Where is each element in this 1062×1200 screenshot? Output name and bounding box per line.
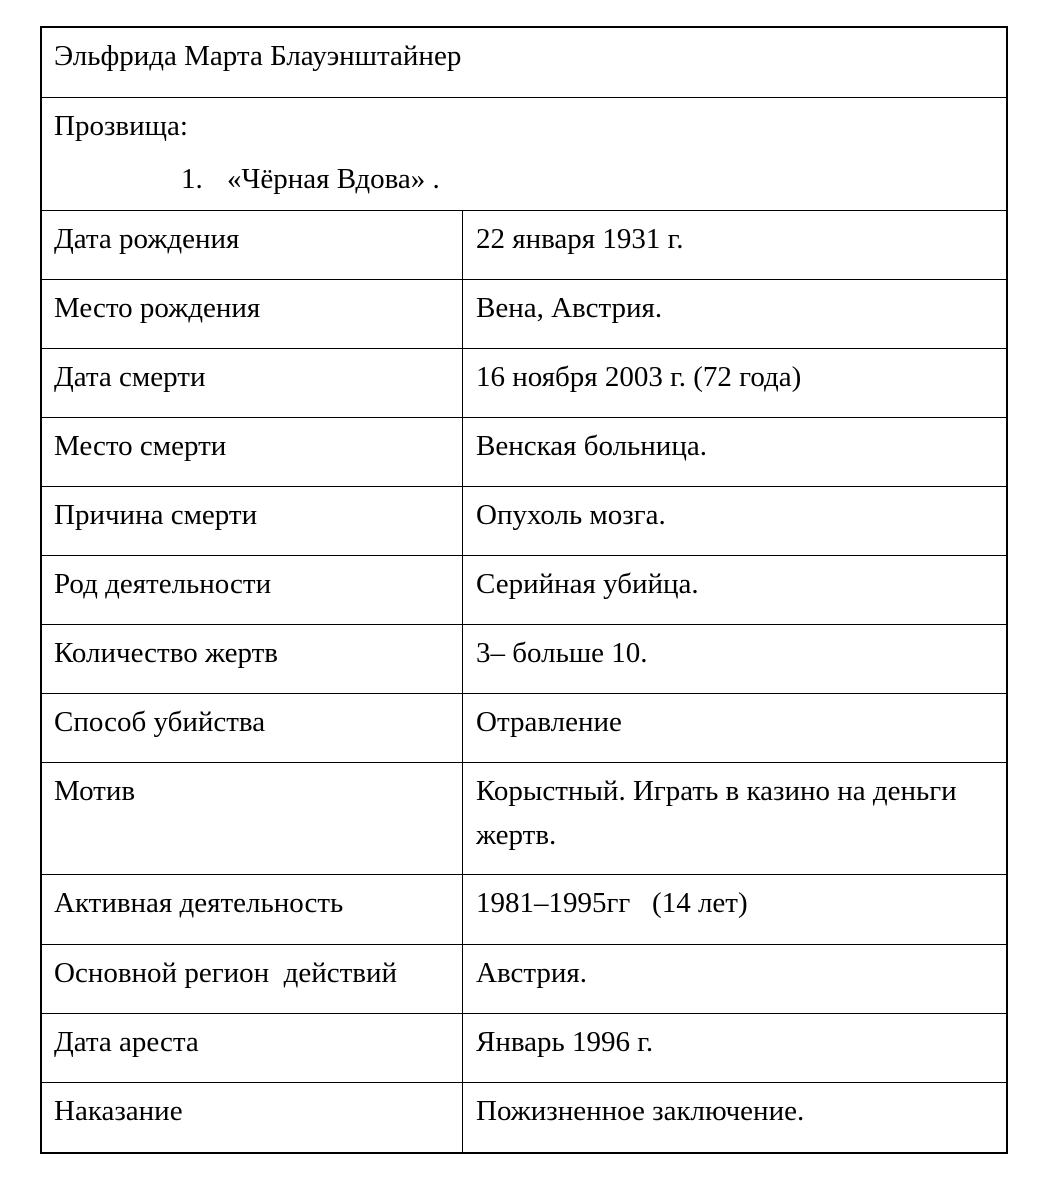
row-label: Наказание xyxy=(42,1083,463,1152)
nicknames-cell xyxy=(42,98,1006,210)
row-label: Активная деятельность xyxy=(42,875,463,944)
row-value: 1981–1995гг (14 лет) xyxy=(476,887,748,919)
table-row-occupation xyxy=(42,555,1006,624)
table-row-motive xyxy=(42,762,1006,874)
row-value: Венская больница. xyxy=(476,430,707,462)
row-label: Основной регион действий xyxy=(42,945,463,1013)
nickname-text: «Чёрная Вдова» . xyxy=(227,163,440,195)
row-value: Корыстный. Играть в казино на деньги жертв. xyxy=(476,775,957,851)
row-value: Австрия. xyxy=(476,957,587,989)
row-value: Пожизненное заключение. xyxy=(476,1095,805,1127)
table-row-active-period xyxy=(42,874,1006,944)
row-label: Дата рождения xyxy=(42,211,463,279)
table-row-birth-date xyxy=(42,210,1006,279)
row-label: Место смерти xyxy=(42,418,463,486)
row-label: Причина смерти xyxy=(42,487,463,555)
nickname-number: 1. xyxy=(181,163,203,195)
table-row-death-place xyxy=(42,417,1006,486)
nicknames-list xyxy=(54,157,994,201)
row-label: Мотив xyxy=(42,763,463,874)
row-label: Способ убийства xyxy=(42,694,463,762)
row-label: Дата ареста xyxy=(42,1014,463,1082)
row-value: 22 января 1931 г. xyxy=(476,223,684,255)
table-row-punishment xyxy=(42,1082,1006,1152)
nicknames-label: Прозвища: xyxy=(54,110,188,142)
row-value: Опухоль мозга. xyxy=(476,499,666,531)
name-row xyxy=(42,28,1006,97)
table-row-death-cause xyxy=(42,486,1006,555)
row-label: Род деятельности xyxy=(42,556,463,624)
row-label: Дата смерти xyxy=(42,349,463,417)
table-row-region xyxy=(42,944,1006,1013)
person-name: Эльфрида Марта Блауэнштайнер xyxy=(54,40,462,72)
table-row-birth-place xyxy=(42,279,1006,348)
table-row-death-date xyxy=(42,348,1006,417)
row-value: Серийная убийца. xyxy=(476,568,699,600)
row-label: Место рождения xyxy=(42,280,463,348)
table-row-arrest-date xyxy=(42,1013,1006,1082)
row-value: Отравление xyxy=(476,706,622,738)
nicknames-row xyxy=(42,97,1006,210)
row-value: Январь 1996 г. xyxy=(476,1026,654,1058)
table-row-victims xyxy=(42,624,1006,693)
info-table xyxy=(40,26,1008,1154)
row-value: Вена, Австрия. xyxy=(476,292,663,324)
row-value: 16 ноября 2003 г. (72 года) xyxy=(476,361,802,393)
table-row-method xyxy=(42,693,1006,762)
row-value: 3– больше 10. xyxy=(476,637,648,669)
row-label: Количество жертв xyxy=(42,625,463,693)
nickname-item xyxy=(181,157,994,201)
